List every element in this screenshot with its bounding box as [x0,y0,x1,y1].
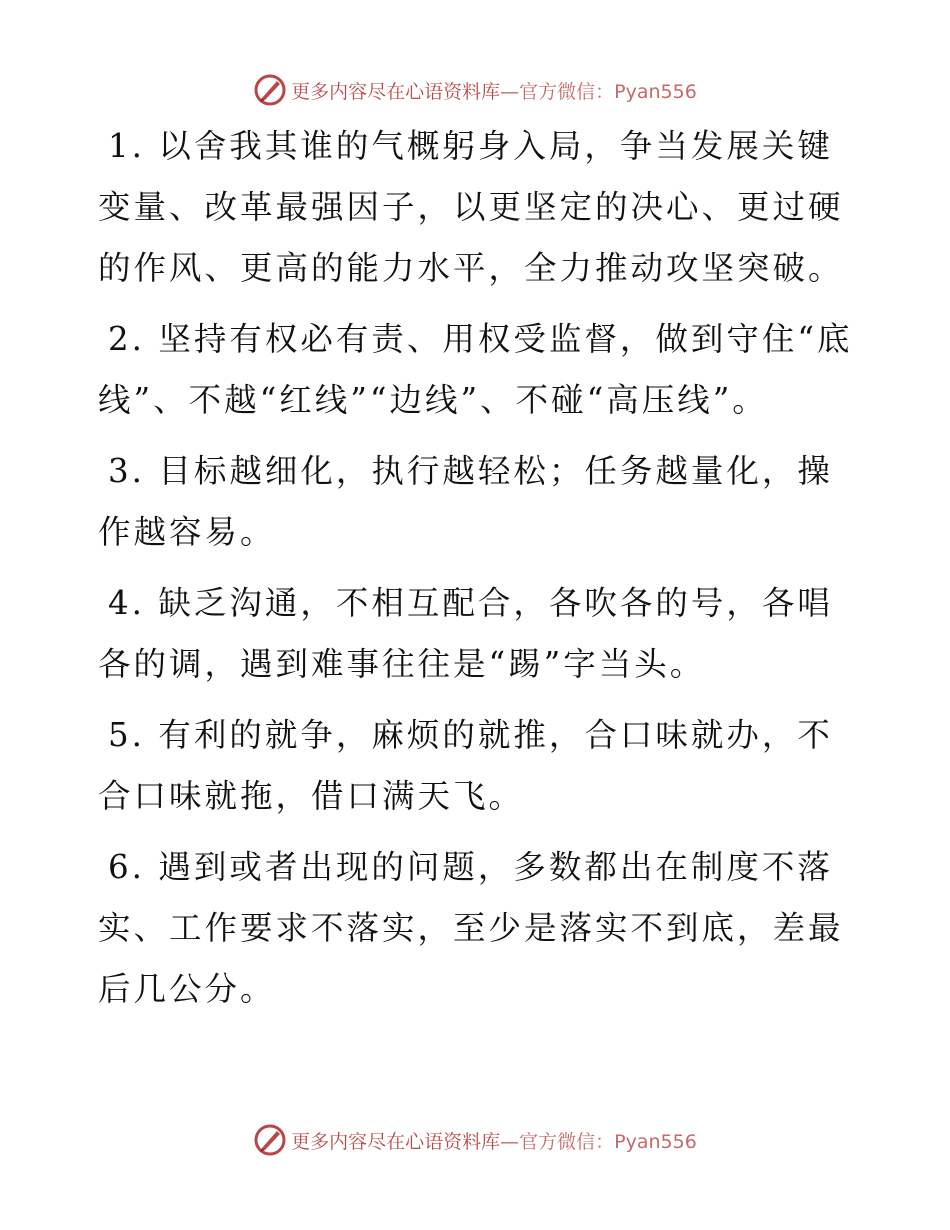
footer-banner-text: 更多内容尽在心语资料库—官方微信：Pyan556 [291,1130,697,1153]
paragraph-4: 4. 缺乏沟通，不相互配合，各吹各的号，各唱各的调，遇到难事往往是“踢”字当头。 [98,584,833,683]
paragraph-6: 6. 遇到或者出现的问题，多数都出在制度不落实、工作要求不落实，至少是落实不到底，差最后几公分。 [98,848,844,1008]
paragraph-3: 3. 目标越细化，执行越轻松；任务越量化，操作越容易。 [98,452,833,551]
header-banner-text: 更多内容尽在心语资料库—官方微信：Pyan556 [291,80,697,103]
paragraph-5: 5. 有利的就争，麻烦的就推，合口味就办，不合口味就拖，借口满天飞。 [98,716,833,815]
document-body [98,116,858,1030]
footer-banner [0,1120,950,1160]
paragraph-1: 1. 以舍我其谁的气概躬身入局，争当发展关键变量、改革最强因子，以更坚定的决心、更过硬的作风、更高的能力水平，全力推动攻坚突破。 [98,127,844,287]
header-banner [0,70,950,110]
pen-logo-icon [253,1123,287,1157]
paragraph-2: 2. 坚持有权必有责、用权受监督，做到守住“底线”、不越“红线”“边线”、不碰“高压线”。 [98,320,853,419]
pen-logo-icon [253,73,287,107]
